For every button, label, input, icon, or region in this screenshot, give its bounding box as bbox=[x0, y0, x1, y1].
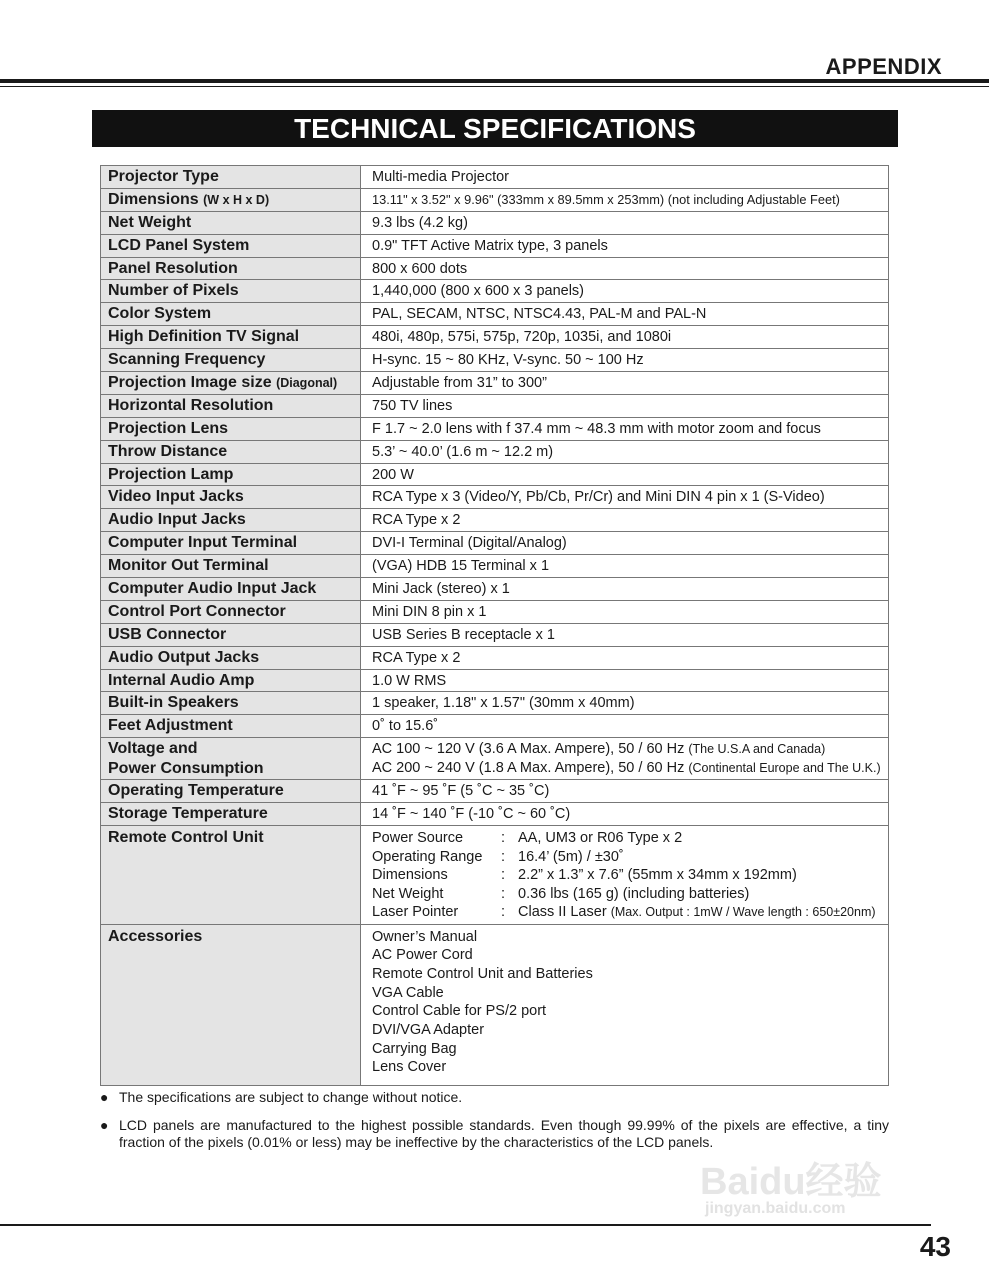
spec-label: LCD Panel System bbox=[108, 236, 250, 254]
spec-label: Net Weight bbox=[108, 213, 192, 231]
spec-row bbox=[101, 257, 889, 280]
spec-value: (VGA) HDB 15 Terminal x 1 bbox=[361, 555, 889, 578]
spec-value: 0˚ to 15.6˚ bbox=[361, 715, 889, 738]
spec-label: Control Port Connector bbox=[108, 602, 286, 620]
spec-label-cell bbox=[101, 257, 361, 280]
spec-label: Color System bbox=[108, 305, 212, 323]
spec-label: Projector Type bbox=[108, 167, 219, 185]
spec-row bbox=[101, 715, 889, 738]
accessory-item: Owner’s Manual bbox=[372, 928, 478, 945]
spec-label: Audio Output Jacks bbox=[108, 648, 260, 666]
spec-label-cell: Accessories bbox=[101, 924, 361, 1086]
spec-row bbox=[101, 803, 889, 826]
spec-label: Horizontal Resolution bbox=[108, 396, 274, 414]
footer-rule bbox=[0, 1224, 931, 1226]
spec-label: Built-in Speakers bbox=[108, 694, 239, 712]
bullet-icon: ● bbox=[100, 1089, 109, 1105]
spec-label: Panel Resolution bbox=[108, 259, 238, 277]
spec-row-power bbox=[101, 738, 889, 780]
accessory-item: Remote Control Unit and Batteries bbox=[372, 965, 593, 982]
spec-value: Mini DIN 8 pin x 1 bbox=[361, 600, 889, 623]
spec-value: 41 ˚F ~ 95 ˚F (5 ˚C ~ 35 ˚C) bbox=[361, 780, 889, 803]
spec-value: 800 x 600 dots bbox=[361, 257, 889, 280]
remote-spec-value-main: AA, UM3 or R06 Type x 2 bbox=[518, 830, 683, 847]
spec-label: Computer Audio Input Jack bbox=[108, 579, 317, 597]
spec-label-cell bbox=[101, 715, 361, 738]
spec-value: USB Series B receptacle x 1 bbox=[361, 623, 889, 646]
spec-row bbox=[101, 555, 889, 578]
spec-label-cell bbox=[101, 578, 361, 601]
spec-label-cell bbox=[101, 780, 361, 803]
accessory-item: Control Cable for PS/2 port bbox=[372, 1003, 547, 1020]
spec-row bbox=[101, 303, 889, 326]
spec-row bbox=[101, 486, 889, 509]
remote-spec-colon: : bbox=[501, 885, 506, 902]
spec-label-cell bbox=[101, 372, 361, 395]
spec-label-qualifier: (Diagonal) bbox=[276, 375, 338, 390]
spec-label-cell bbox=[101, 646, 361, 669]
spec-label-cell bbox=[101, 669, 361, 692]
spec-label-qualifier: (W x H x D) bbox=[203, 192, 270, 207]
remote-spec-line bbox=[372, 829, 888, 848]
spec-value: 1.0 W RMS bbox=[361, 669, 889, 692]
spec-label-cell bbox=[101, 417, 361, 440]
spec-row bbox=[101, 600, 889, 623]
spec-label: Power Consumption bbox=[108, 759, 264, 777]
spec-label-cell bbox=[101, 555, 361, 578]
remote-spec-value bbox=[518, 829, 682, 848]
spec-label: Computer Input Terminal bbox=[108, 534, 298, 552]
spec-value: F 1.7 ~ 2.0 lens with f 37.4 mm ~ 48.3 mm with motor zoom and focus bbox=[361, 417, 889, 440]
spec-value: 14 ˚F ~ 140 ˚F (-10 ˚C ~ 60 ˚C) bbox=[361, 803, 889, 826]
remote-spec-line bbox=[372, 848, 888, 867]
spec-value: 200 W bbox=[361, 463, 889, 486]
spec-value: Adjustable from 31” to 300” bbox=[361, 372, 889, 395]
spec-label-cell bbox=[101, 326, 361, 349]
spec-label-cell bbox=[101, 234, 361, 257]
spec-value: 0.9" TFT Active Matrix type, 3 panels bbox=[361, 234, 889, 257]
spec-row-accessories bbox=[101, 924, 889, 1086]
spec-value: RCA Type x 3 (Video/Y, Pb/Cb, Pr/Cr) and Mini DIN 4 pin x 1 (S-Video) bbox=[361, 486, 889, 509]
bullet-icon: ● bbox=[100, 1117, 109, 1133]
remote-spec-key: Dimensions bbox=[372, 867, 448, 884]
page-number: 43 bbox=[919, 1231, 951, 1262]
spec-row bbox=[101, 417, 889, 440]
power-line-region: (The U.S.A and Canada) bbox=[688, 741, 826, 756]
accessory-item: Lens Cover bbox=[372, 1059, 447, 1076]
spec-value bbox=[361, 924, 889, 1086]
spec-label: Audio Input Jacks bbox=[108, 511, 246, 529]
spec-value: 1,440,000 (800 x 600 x 3 panels) bbox=[361, 280, 889, 303]
spec-label-cell bbox=[101, 166, 361, 189]
spec-label: Number of Pixels bbox=[108, 282, 239, 300]
spec-label: Feet Adjustment bbox=[108, 717, 233, 735]
spec-label: Projection Lamp bbox=[108, 465, 234, 483]
remote-spec-value bbox=[518, 885, 749, 904]
spec-label: Monitor Out Terminal bbox=[108, 557, 269, 575]
remote-spec-key: Net Weight bbox=[372, 885, 444, 902]
spec-row bbox=[101, 463, 889, 486]
spec-label: Dimensions bbox=[108, 190, 199, 208]
spec-row bbox=[101, 646, 889, 669]
spec-label-cell: Remote Control Unit bbox=[101, 826, 361, 925]
remote-spec-value-main: Class II Laser bbox=[518, 904, 607, 921]
note-item bbox=[100, 1089, 889, 1106]
note-text: The specifications are subject to change without notice. bbox=[119, 1089, 463, 1105]
remote-spec-value-note: (Max. Output : 1mW / Wave length : 650±20nm) bbox=[610, 905, 876, 920]
spec-label: Voltage and bbox=[108, 739, 198, 757]
accessory-item: VGA Cable bbox=[372, 984, 444, 1001]
spec-value bbox=[361, 738, 889, 780]
spec-value: 5.3’ ~ 40.0’ (1.6 m ~ 12.2 m) bbox=[361, 440, 889, 463]
header-rule bbox=[0, 79, 989, 83]
spec-row bbox=[101, 669, 889, 692]
watermark-url: jingyan.baidu.com bbox=[705, 1200, 846, 1217]
remote-spec-value-main: 0.36 lbs (165 g) (including batteries) bbox=[518, 885, 750, 902]
spec-value: 13.11" x 3.52" x 9.96" (333mm x 89.5mm x 253mm) (not including Adjustable Feet) bbox=[361, 188, 889, 211]
spec-row bbox=[101, 532, 889, 555]
spec-value bbox=[361, 826, 889, 925]
spec-label-cell bbox=[101, 303, 361, 326]
power-line-main: AC 200 ~ 240 V (1.8 A Max. Ampere), 50 / 60 Hz bbox=[372, 759, 685, 776]
spec-label-cell bbox=[101, 623, 361, 646]
spec-row bbox=[101, 440, 889, 463]
remote-spec-line bbox=[372, 885, 888, 904]
note-item bbox=[100, 1117, 889, 1150]
spec-label: High Definition TV Signal bbox=[108, 328, 300, 346]
spec-label: Scanning Frequency bbox=[108, 351, 266, 369]
remote-spec-value-main: 16.4’ (5m) / ±30˚ bbox=[518, 848, 624, 865]
spec-label: Operating Temperature bbox=[108, 782, 284, 800]
spec-row bbox=[101, 509, 889, 532]
spec-value: Multi-media Projector bbox=[361, 166, 889, 189]
remote-spec-value bbox=[518, 866, 797, 885]
spec-value: DVI-I Terminal (Digital/Analog) bbox=[361, 532, 889, 555]
remote-spec-key: Operating Range bbox=[372, 848, 483, 865]
spec-label: Internal Audio Amp bbox=[108, 671, 255, 689]
watermark-logo: Baidu经验 bbox=[700, 1161, 882, 1203]
spec-label-cell bbox=[101, 692, 361, 715]
spec-value: PAL, SECAM, NTSC, NTSC4.43, PAL-M and PAL-N bbox=[361, 303, 889, 326]
spec-row bbox=[101, 780, 889, 803]
remote-spec-line bbox=[372, 903, 888, 922]
spec-row-remote bbox=[101, 826, 889, 925]
power-line bbox=[372, 759, 888, 778]
spec-row bbox=[101, 372, 889, 395]
remote-spec-key: Laser Pointer bbox=[372, 904, 459, 921]
spec-row bbox=[101, 349, 889, 372]
spec-value: 1 speaker, 1.18" x 1.57" (30mm x 40mm) bbox=[361, 692, 889, 715]
spec-value: Mini Jack (stereo) x 1 bbox=[361, 578, 889, 601]
spec-row bbox=[101, 188, 889, 211]
remote-spec-colon: : bbox=[501, 848, 506, 865]
spec-row bbox=[101, 280, 889, 303]
remote-spec-colon: : bbox=[501, 904, 506, 921]
power-line-main: AC 100 ~ 120 V (3.6 A Max. Ampere), 50 / 60 Hz bbox=[372, 740, 685, 757]
remote-spec-value-main: 2.2” x 1.3” x 7.6” (55mm x 34mm x 192mm) bbox=[518, 867, 797, 884]
spec-label: Storage Temperature bbox=[108, 805, 268, 823]
section-heading: APPENDIX bbox=[825, 54, 942, 79]
spec-label-cell bbox=[101, 463, 361, 486]
spec-label: Projection Image size bbox=[108, 373, 272, 391]
spec-label: USB Connector bbox=[108, 625, 227, 643]
spec-row bbox=[101, 623, 889, 646]
spec-value: H-sync. 15 ~ 80 KHz, V-sync. 50 ~ 100 Hz bbox=[361, 349, 889, 372]
remote-spec-key: Power Source bbox=[372, 830, 464, 847]
spec-value: RCA Type x 2 bbox=[361, 509, 889, 532]
remote-spec-line bbox=[372, 866, 888, 885]
remote-spec-value bbox=[518, 903, 876, 922]
remote-spec-colon: : bbox=[501, 867, 506, 884]
spec-label-cell bbox=[101, 532, 361, 555]
spec-row bbox=[101, 166, 889, 189]
spec-label-cell bbox=[101, 394, 361, 417]
page-title: TECHNICAL SPECIFICATIONS bbox=[92, 110, 898, 147]
spec-label: Video Input Jacks bbox=[108, 488, 244, 506]
remote-spec-value bbox=[518, 848, 624, 867]
spec-label-cell bbox=[101, 509, 361, 532]
spec-label-cell bbox=[101, 803, 361, 826]
power-line-region: (Continental Europe and The U.K.) bbox=[688, 760, 881, 775]
spec-label-cell bbox=[101, 600, 361, 623]
remote-spec-colon: : bbox=[501, 830, 506, 847]
spec-table bbox=[100, 165, 889, 1086]
spec-label: Projection Lens bbox=[108, 419, 229, 437]
accessory-item: Carrying Bag bbox=[372, 1040, 457, 1057]
note-text: LCD panels are manufactured to the highest possible standards. Even though 99.99% of the pixels are effective, a tiny fraction of the pixels (0.01% or less) may be ineffective by the characteristics of the LCD panels. bbox=[119, 1117, 889, 1150]
spec-value: 9.3 lbs (4.2 kg) bbox=[361, 211, 889, 234]
spec-value: 480i, 480p, 575i, 575p, 720p, 1035i, and 1080i bbox=[361, 326, 889, 349]
spec-row bbox=[101, 234, 889, 257]
spec-row bbox=[101, 692, 889, 715]
spec-row bbox=[101, 326, 889, 349]
spec-label-cell bbox=[101, 440, 361, 463]
spec-label-cell bbox=[101, 738, 361, 780]
spec-label-cell bbox=[101, 211, 361, 234]
spec-row bbox=[101, 394, 889, 417]
spec-value: 750 TV lines bbox=[361, 394, 889, 417]
spec-row bbox=[101, 211, 889, 234]
accessory-item: AC Power Cord bbox=[372, 947, 473, 964]
spec-value: RCA Type x 2 bbox=[361, 646, 889, 669]
spec-label: Throw Distance bbox=[108, 442, 228, 460]
spec-label-cell bbox=[101, 349, 361, 372]
spec-label-cell bbox=[101, 188, 361, 211]
spec-label-cell bbox=[101, 280, 361, 303]
header-rule-thin bbox=[0, 86, 989, 87]
spec-row bbox=[101, 578, 889, 601]
accessory-item: DVI/VGA Adapter bbox=[372, 1022, 485, 1039]
power-line bbox=[372, 740, 888, 759]
spec-label-cell bbox=[101, 486, 361, 509]
